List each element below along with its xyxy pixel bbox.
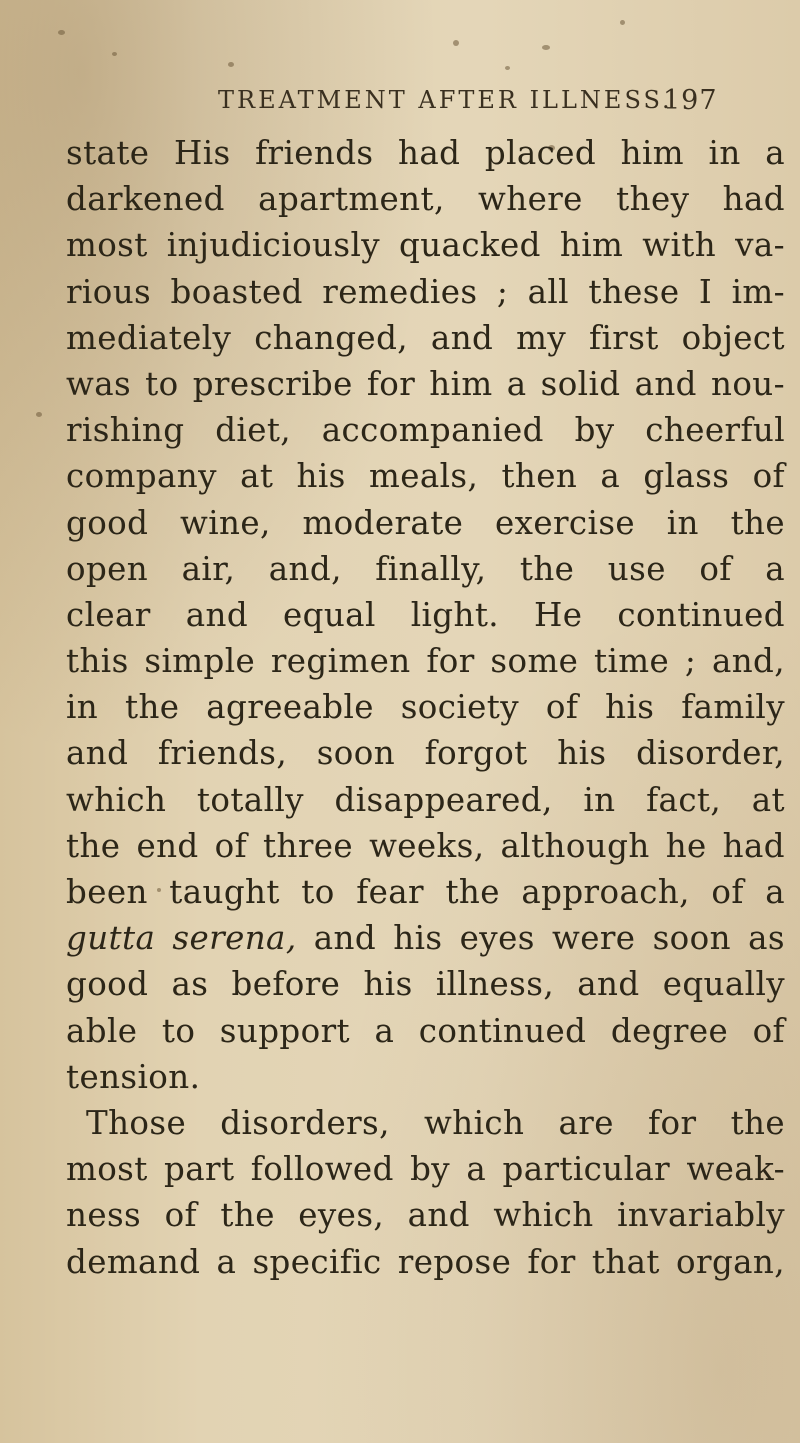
text-line: able to support a continued degree of: [66, 1011, 785, 1050]
text-line: clear and equal light. He continued: [66, 595, 785, 634]
text-line: was to prescribe for him a solid and nou-: [66, 364, 785, 403]
text-line: open air, and, finally, the use of a: [66, 549, 785, 588]
text-line: demand a specific repose for that organ,: [66, 1242, 785, 1281]
text-line: been taught to fear the approach, of a: [66, 873, 785, 911]
text-line: most part followed by a particular weak-: [66, 1150, 785, 1189]
body-text: [40, 130, 785, 1285]
text-line: mediately changed, and my first object: [66, 318, 785, 357]
text-line: the end of three weeks, although he had: [66, 826, 785, 865]
text-line: good as before his illness, and equally: [66, 965, 785, 1004]
text-line: state His friends had placed him in a: [66, 134, 785, 172]
text-line: most injudiciously quacked him with va-: [66, 226, 785, 265]
text-line: rishing diet, accompanied by cheerful: [66, 411, 785, 450]
text-line: company at his meals, then a glass of: [66, 457, 785, 496]
foxing-spot: [58, 30, 65, 35]
foxing-spot: [620, 20, 625, 25]
foxing-spot: [453, 40, 459, 46]
text-line: [40, 915, 785, 961]
foxing-spot: [112, 52, 117, 56]
page-number: 197: [663, 84, 718, 116]
text-line: rious boasted remedies ; all these I im-: [66, 272, 785, 311]
text-line: which totally disappeared, in fact, at: [66, 780, 785, 819]
text-line: Those disorders, which are for the: [86, 1103, 785, 1142]
text-line: ness of the eyes, and which invariably: [66, 1196, 785, 1235]
text-line: darkened apartment, where they had: [66, 180, 785, 219]
foxing-spot: [228, 62, 234, 67]
foxing-spot: [505, 66, 510, 70]
text-fragment: and his eyes were soon as: [296, 919, 785, 958]
text-line: good wine, moderate exercise in the: [66, 503, 785, 542]
text-line: tension.: [66, 1057, 201, 1096]
running-header: [218, 80, 788, 120]
italic-term: gutta serena,: [66, 919, 297, 958]
text-line: and friends, soon forgot his disorder,: [66, 734, 785, 773]
text-line: this simple regimen for some time ; and,: [66, 642, 785, 681]
foxing-spot: [542, 45, 550, 50]
running-title: TREATMENT AFTER ILLNESS.: [218, 86, 673, 114]
text-line: in the agreeable society of his family: [66, 688, 785, 727]
